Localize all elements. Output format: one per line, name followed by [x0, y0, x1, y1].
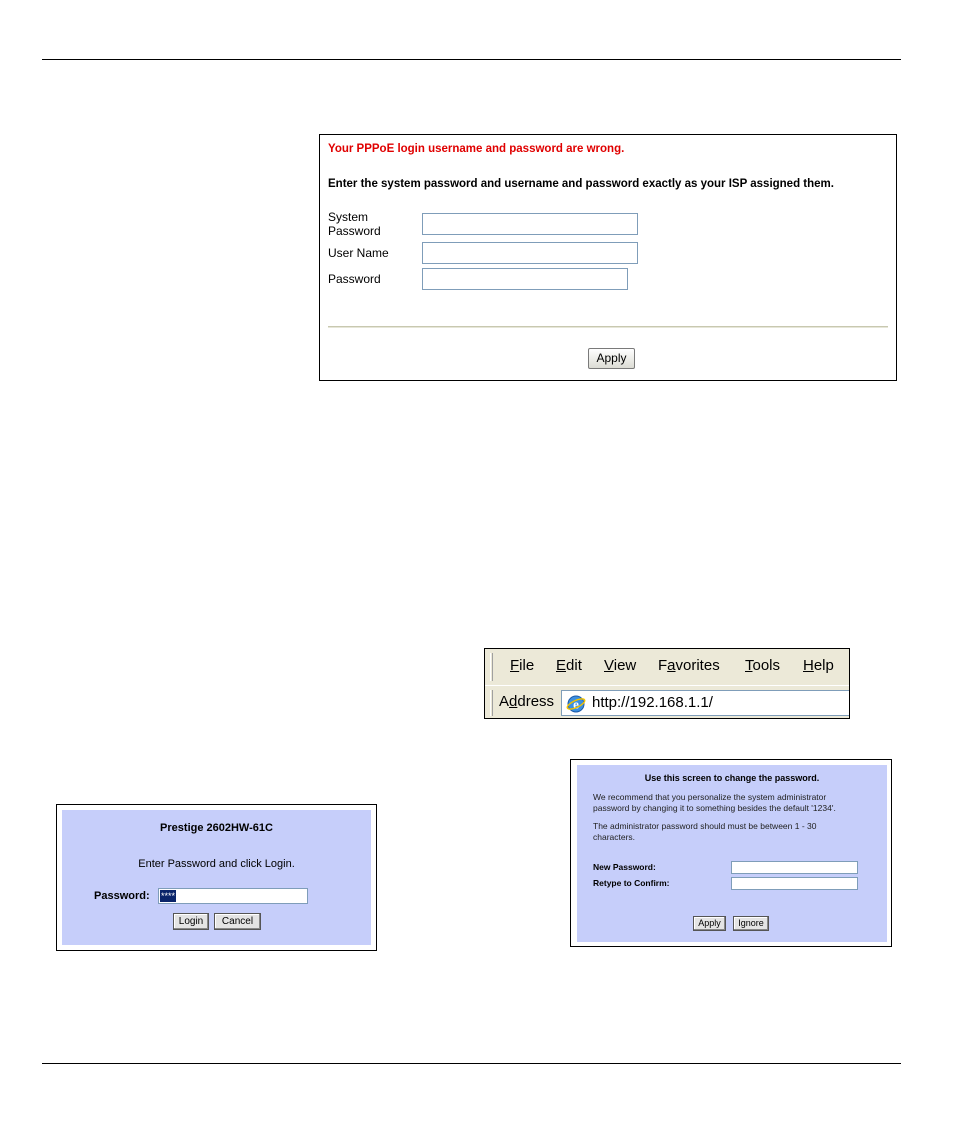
change-password-title: Use this screen to change the password.: [644, 773, 820, 783]
change-password-screen: [570, 759, 892, 947]
address-grip[interactable]: [490, 690, 493, 716]
apply-button[interactable]: Apply: [588, 348, 635, 369]
login-password-selection: ****: [160, 891, 175, 901]
retype-password-label: Retype to Confirm:: [593, 878, 670, 888]
menu-tools[interactable]: Tools: [745, 657, 781, 674]
menu-file[interactable]: File: [510, 657, 535, 674]
pppoe-error-message: Your PPPoE login username and password are wrong.: [328, 143, 625, 155]
cancel-button[interactable]: Cancel: [214, 913, 261, 930]
menu-favorites[interactable]: Favorites: [658, 657, 720, 674]
recommend-text: We recommend that you personalize the system administrator password by changing it to something besides the default '1234'.: [593, 792, 836, 813]
address-input[interactable]: [561, 690, 850, 716]
password-label: Password: [328, 272, 381, 286]
address-label: Address: [499, 693, 555, 710]
new-password-input[interactable]: [731, 861, 858, 874]
login-screen: [56, 804, 377, 951]
new-password-label: New Password:: [593, 862, 656, 872]
login-password-label: Password:: [94, 890, 150, 902]
login-button[interactable]: Login: [173, 913, 209, 930]
menu-view[interactable]: View: [604, 657, 637, 674]
toolbar-grip[interactable]: [490, 653, 493, 681]
retype-password-input[interactable]: [731, 877, 858, 890]
system-password-label: System Password: [328, 210, 381, 238]
login-panel: [62, 810, 371, 945]
system-password-input[interactable]: [422, 213, 638, 235]
pppoe-error-screen: [319, 134, 897, 381]
menu-bar: [485, 649, 849, 685]
login-password-input[interactable]: [158, 888, 308, 904]
login-title: Prestige 2602HW-61C: [160, 822, 273, 834]
ignore-button[interactable]: Ignore: [733, 916, 769, 931]
menu-edit[interactable]: Edit: [556, 657, 582, 674]
user-name-label: User Name: [328, 246, 389, 260]
login-hint: Enter Password and click Login.: [138, 858, 295, 870]
divider: [328, 326, 888, 328]
svg-text:e: e: [573, 696, 579, 712]
change-password-panel: [577, 765, 887, 942]
footer-rule: [42, 1063, 901, 1064]
menu-help[interactable]: Help: [803, 657, 834, 674]
browser-toolbar: [484, 648, 850, 719]
length-text: The administrator password should must be between 1 - 30 characters.: [593, 821, 817, 842]
url-text: http://192.168.1.1/: [592, 694, 713, 711]
ie-globe-icon: [566, 694, 586, 714]
password-input[interactable]: [422, 268, 628, 290]
user-name-input[interactable]: [422, 242, 638, 264]
pppoe-instruction: Enter the system password and username and password exactly as your ISP assigned them.: [328, 178, 834, 190]
address-bar: [485, 685, 849, 719]
header-rule: [42, 59, 901, 60]
change-password-apply-button[interactable]: Apply: [693, 916, 726, 931]
